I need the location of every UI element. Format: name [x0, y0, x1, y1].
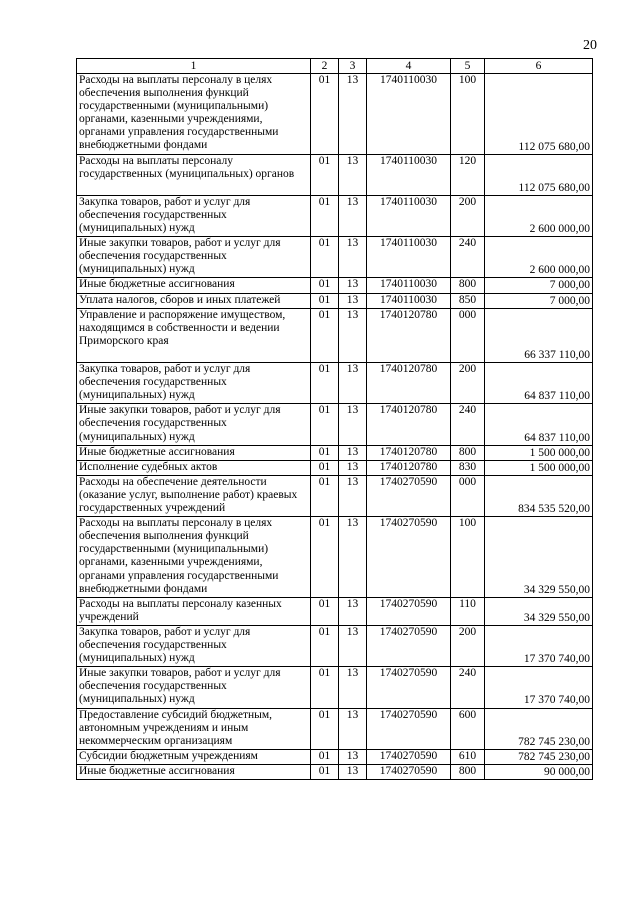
subsection-code-cell: 13 [339, 708, 367, 749]
expense-name-cell: Расходы на выплаты персоналу в целях обеспечения выполнения функций государственными (муниципальными) органами, казенными учреждениями, органами управления государственными внебюджетными фондами [77, 517, 311, 598]
subsection-code-cell: 13 [339, 195, 367, 236]
table-row [77, 363, 593, 404]
target-article-cell: 1740120780 [367, 460, 451, 475]
section-code-cell: 01 [311, 708, 339, 749]
target-article-cell: 1740110030 [367, 195, 451, 236]
section-code-cell: 01 [311, 74, 339, 155]
expense-name-cell: Исполнение судебных актов [77, 460, 311, 475]
section-code-cell: 01 [311, 749, 339, 764]
expense-name-cell: Уплата налогов, сборов и иных платежей [77, 293, 311, 308]
amount-cell: 7 000,00 [485, 293, 593, 308]
expense-type-cell: 240 [451, 667, 485, 708]
amount-cell: 34 329 550,00 [485, 597, 593, 625]
table-row [77, 308, 593, 362]
amount-cell: 782 745 230,00 [485, 708, 593, 749]
section-code-cell: 01 [311, 154, 339, 195]
target-article-cell: 1740110030 [367, 74, 451, 155]
amount-cell: 1 500 000,00 [485, 445, 593, 460]
section-code-cell: 01 [311, 195, 339, 236]
section-code-cell: 01 [311, 460, 339, 475]
section-code-cell: 01 [311, 237, 339, 278]
section-code-cell: 01 [311, 404, 339, 445]
expense-name-cell: Расходы на выплаты персоналу в целях обеспечения выполнения функций государственными (муниципальными) органами, казенными учреждениями, органами управления государственными внебюджетными фондами [77, 74, 311, 155]
table-row [77, 667, 593, 708]
budget-table [76, 58, 593, 780]
amount-cell: 2 600 000,00 [485, 237, 593, 278]
target-article-cell: 1740120780 [367, 404, 451, 445]
header-cell: 6 [485, 59, 593, 74]
table-body [77, 74, 593, 780]
section-code-cell: 01 [311, 278, 339, 293]
subsection-code-cell: 13 [339, 154, 367, 195]
amount-cell: 112 075 680,00 [485, 154, 593, 195]
expense-name-cell: Расходы на выплаты персоналу государственных (муниципальных) органов [77, 154, 311, 195]
amount-cell: 7 000,00 [485, 278, 593, 293]
target-article-cell: 1740270590 [367, 597, 451, 625]
expense-type-cell: 120 [451, 154, 485, 195]
target-article-cell: 1740270590 [367, 517, 451, 598]
target-article-cell: 1740270590 [367, 667, 451, 708]
table-row [77, 460, 593, 475]
expense-type-cell: 610 [451, 749, 485, 764]
subsection-code-cell: 13 [339, 597, 367, 625]
page-number: 20 [583, 38, 597, 53]
amount-cell: 17 370 740,00 [485, 625, 593, 666]
table-row [77, 749, 593, 764]
subsection-code-cell: 13 [339, 278, 367, 293]
target-article-cell: 1740110030 [367, 154, 451, 195]
table-row [77, 625, 593, 666]
expense-type-cell: 200 [451, 625, 485, 666]
target-article-cell: 1740120780 [367, 363, 451, 404]
table-row [77, 764, 593, 779]
section-code-cell: 01 [311, 764, 339, 779]
subsection-code-cell: 13 [339, 625, 367, 666]
target-article-cell: 1740110030 [367, 237, 451, 278]
table-row [77, 293, 593, 308]
amount-cell: 64 837 110,00 [485, 363, 593, 404]
target-article-cell: 1740120780 [367, 308, 451, 362]
table-row [77, 74, 593, 155]
table-header-row [77, 59, 593, 74]
target-article-cell: 1740270590 [367, 749, 451, 764]
expense-name-cell: Иные закупки товаров, работ и услуг для обеспечения государственных (муниципальных) нужд [77, 404, 311, 445]
expense-type-cell: 800 [451, 278, 485, 293]
expense-name-cell: Предоставление субсидий бюджетным, автономным учреждениям и иным некоммерческим организациям [77, 708, 311, 749]
table-row [77, 517, 593, 598]
expense-name-cell: Субсидии бюджетным учреждениям [77, 749, 311, 764]
section-code-cell: 01 [311, 308, 339, 362]
table-row [77, 445, 593, 460]
target-article-cell: 1740120780 [367, 445, 451, 460]
expense-type-cell: 240 [451, 237, 485, 278]
amount-cell: 112 075 680,00 [485, 74, 593, 155]
expense-type-cell: 240 [451, 404, 485, 445]
expense-name-cell: Расходы на выплаты персоналу казенных учреждений [77, 597, 311, 625]
amount-cell: 34 329 550,00 [485, 517, 593, 598]
amount-cell: 782 745 230,00 [485, 749, 593, 764]
expense-name-cell: Иные бюджетные ассигнования [77, 278, 311, 293]
amount-cell: 1 500 000,00 [485, 460, 593, 475]
amount-cell: 64 837 110,00 [485, 404, 593, 445]
expense-name-cell: Закупка товаров, работ и услуг для обеспечения государственных (муниципальных) нужд [77, 625, 311, 666]
amount-cell: 90 000,00 [485, 764, 593, 779]
expense-type-cell: 000 [451, 308, 485, 362]
target-article-cell: 1740270590 [367, 708, 451, 749]
subsection-code-cell: 13 [339, 74, 367, 155]
section-code-cell: 01 [311, 667, 339, 708]
amount-cell: 17 370 740,00 [485, 667, 593, 708]
header-cell: 3 [339, 59, 367, 74]
target-article-cell: 1740270590 [367, 625, 451, 666]
subsection-code-cell: 13 [339, 404, 367, 445]
expense-name-cell: Расходы на обеспечение деятельности (оказание услуг, выполнение работ) краевых государственных учреждений [77, 475, 311, 516]
section-code-cell: 01 [311, 363, 339, 404]
section-code-cell: 01 [311, 517, 339, 598]
table-row [77, 278, 593, 293]
subsection-code-cell: 13 [339, 749, 367, 764]
expense-type-cell: 850 [451, 293, 485, 308]
expense-name-cell: Иные бюджетные ассигнования [77, 445, 311, 460]
table-row [77, 597, 593, 625]
amount-cell: 834 535 520,00 [485, 475, 593, 516]
table-row [77, 708, 593, 749]
section-code-cell: 01 [311, 597, 339, 625]
section-code-cell: 01 [311, 475, 339, 516]
header-cell: 2 [311, 59, 339, 74]
expense-type-cell: 800 [451, 764, 485, 779]
expense-name-cell: Иные бюджетные ассигнования [77, 764, 311, 779]
expense-type-cell: 200 [451, 195, 485, 236]
table-row [77, 404, 593, 445]
subsection-code-cell: 13 [339, 308, 367, 362]
expense-type-cell: 600 [451, 708, 485, 749]
expense-name-cell: Закупка товаров, работ и услуг для обеспечения государственных (муниципальных) нужд [77, 363, 311, 404]
subsection-code-cell: 13 [339, 475, 367, 516]
expense-name-cell: Иные закупки товаров, работ и услуг для обеспечения государственных (муниципальных) нужд [77, 237, 311, 278]
target-article-cell: 1740110030 [367, 278, 451, 293]
table-row [77, 237, 593, 278]
subsection-code-cell: 13 [339, 667, 367, 708]
header-cell: 5 [451, 59, 485, 74]
expense-type-cell: 800 [451, 445, 485, 460]
amount-cell: 2 600 000,00 [485, 195, 593, 236]
expense-type-cell: 100 [451, 517, 485, 598]
subsection-code-cell: 13 [339, 293, 367, 308]
expense-name-cell: Иные закупки товаров, работ и услуг для обеспечения государственных (муниципальных) нужд [77, 667, 311, 708]
table-row [77, 195, 593, 236]
subsection-code-cell: 13 [339, 363, 367, 404]
expense-type-cell: 100 [451, 74, 485, 155]
target-article-cell: 1740270590 [367, 475, 451, 516]
section-code-cell: 01 [311, 625, 339, 666]
subsection-code-cell: 13 [339, 237, 367, 278]
expense-name-cell: Закупка товаров, работ и услуг для обеспечения государственных (муниципальных) нужд [77, 195, 311, 236]
table-row [77, 154, 593, 195]
expense-name-cell: Управление и распоряжение имуществом, находящимся в собственности и ведении Приморского края [77, 308, 311, 362]
header-cell: 4 [367, 59, 451, 74]
header-cell: 1 [77, 59, 311, 74]
subsection-code-cell: 13 [339, 460, 367, 475]
subsection-code-cell: 13 [339, 764, 367, 779]
section-code-cell: 01 [311, 293, 339, 308]
expense-type-cell: 110 [451, 597, 485, 625]
expense-type-cell: 830 [451, 460, 485, 475]
table-row [77, 475, 593, 516]
expense-type-cell: 000 [451, 475, 485, 516]
section-code-cell: 01 [311, 445, 339, 460]
amount-cell: 66 337 110,00 [485, 308, 593, 362]
target-article-cell: 1740110030 [367, 293, 451, 308]
subsection-code-cell: 13 [339, 445, 367, 460]
expense-type-cell: 200 [451, 363, 485, 404]
subsection-code-cell: 13 [339, 517, 367, 598]
target-article-cell: 1740270590 [367, 764, 451, 779]
